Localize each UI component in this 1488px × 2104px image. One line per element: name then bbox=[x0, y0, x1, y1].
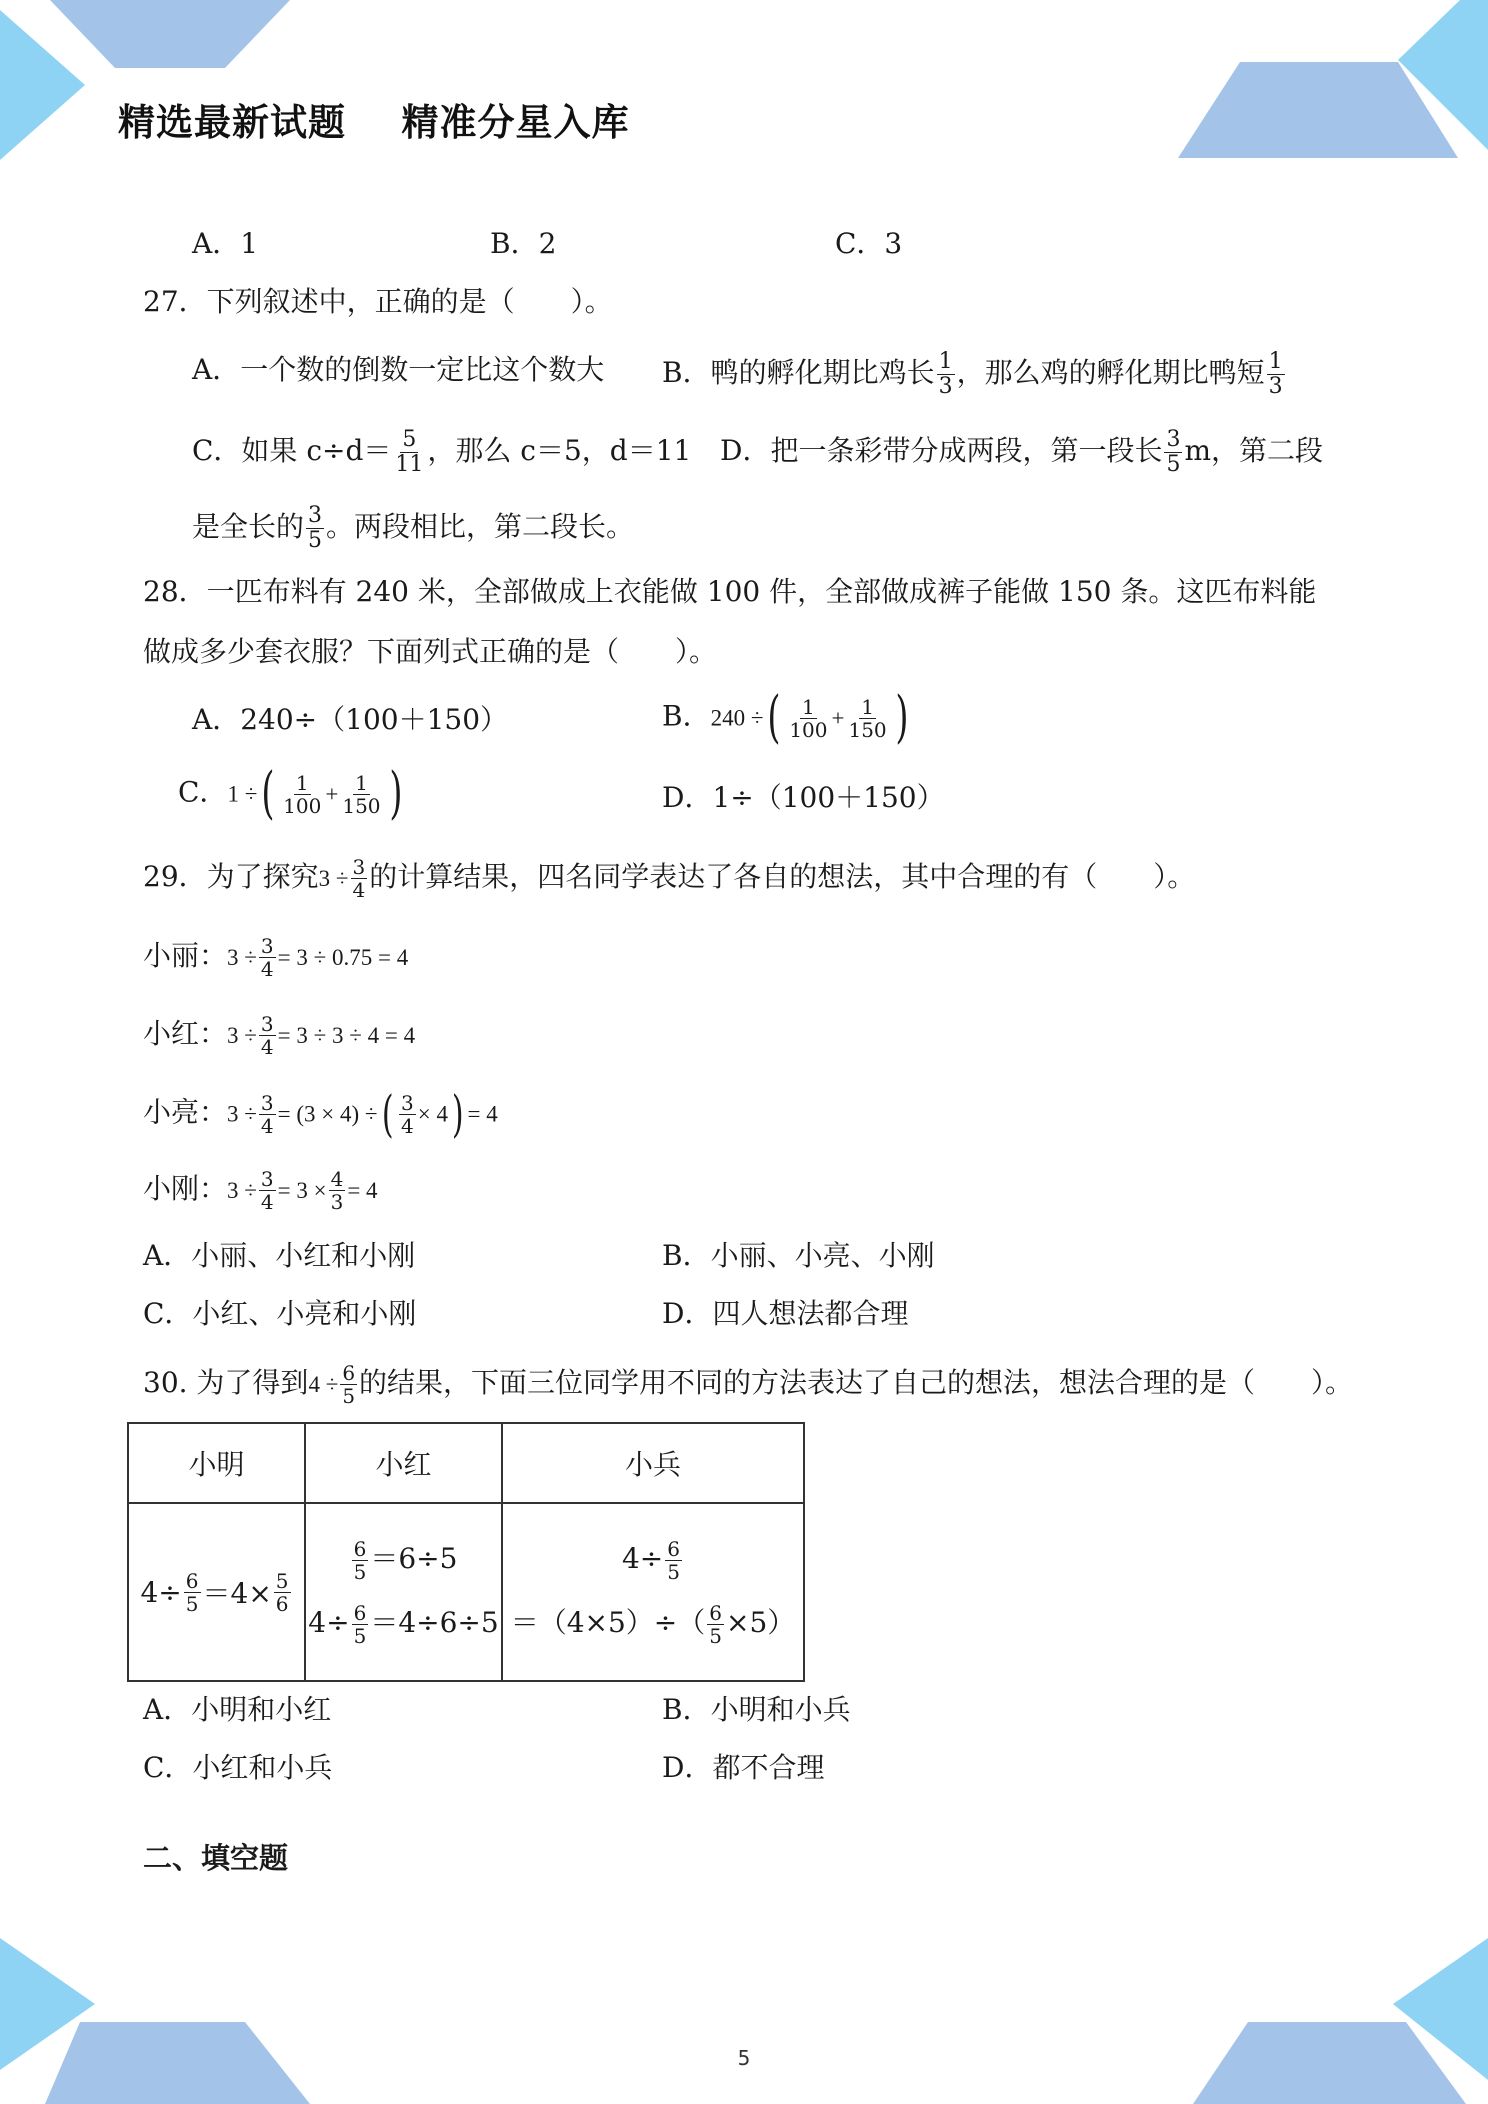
q27-option-a: A．一个数的倒数一定比这个数大 bbox=[192, 353, 605, 386]
fraction-six-fifths: $\frac{6}{5}$ bbox=[185, 1568, 199, 1616]
q28-stem-line1: 28．一匹布料有 240 米，全部做成上衣能做 100 件，全部做成裤子能做 150 条。这匹布料能 bbox=[143, 575, 1317, 608]
page-number: 5 bbox=[737, 2046, 751, 2070]
table-header-xiaohong: 小红 bbox=[305, 1423, 502, 1503]
q29-stem: 29．为了探究3 ÷ $\frac{3}{4}$ 的计算结果，四名同学表达了各自的想法，其中合理的有（ ）。 bbox=[143, 855, 1196, 902]
q30-option-d: D．都不合理 bbox=[662, 1751, 825, 1784]
fraction-six-fifths: $\frac{6}{5}$ bbox=[342, 1361, 356, 1408]
table-cell-xiaohong: $\frac{6}{5}$ ＝6÷5 4÷ $\frac{6}{5}$ ＝4÷6÷5 bbox=[305, 1503, 502, 1681]
fraction-six-fifths: $\frac{6}{5}$ bbox=[353, 1537, 367, 1584]
top-right-decoration bbox=[1170, 0, 1488, 165]
q30-option-b: B．小明和小兵 bbox=[662, 1693, 851, 1726]
table-header-xiaoming: 小明 bbox=[128, 1423, 305, 1503]
q29-xiaoliang: 小亮：3 ÷ $\frac{3}{4}$ = (3 × 4) ÷( $\frac{3}{4}$ × 4) = 4 bbox=[143, 1085, 498, 1143]
fraction-one-third: $\frac{1}{3}$ bbox=[1268, 349, 1283, 399]
q26-option-c: C．3 bbox=[835, 227, 903, 260]
table-cell-xiaoming: 4÷ $\frac{6}{5}$ ＝4× $\frac{5}{6}$ bbox=[128, 1503, 305, 1681]
fraction-three-fifths: $\frac{3}{5}$ bbox=[1166, 427, 1181, 477]
fraction-three-quarters: $\frac{3}{4}$ bbox=[401, 1090, 414, 1138]
fraction-three-quarters: $\frac{3}{4}$ bbox=[260, 1167, 274, 1214]
fraction-six-fifths: $\frac{6}{5}$ bbox=[667, 1536, 680, 1584]
fraction-four-thirds: $\frac{4}{3}$ bbox=[330, 1167, 344, 1214]
fraction-one-one-fiftieth: $\frac{1}{150}$ bbox=[848, 694, 887, 742]
q30-option-c: C．小红和小兵 bbox=[143, 1751, 333, 1784]
fraction-six-fifths: $\frac{6}{5}$ bbox=[353, 1601, 367, 1648]
fraction-three-quarters: $\frac{3}{4}$ bbox=[260, 934, 274, 981]
fraction-one-one-fiftieth: $\frac{1}{150}$ bbox=[342, 770, 381, 818]
fraction-one-hundredth: $\frac{1}{100}$ bbox=[789, 694, 828, 742]
q27-option-b-text: B．鸭的孵化期比鸡长 bbox=[662, 356, 935, 389]
q26-option-a: A．1 bbox=[192, 227, 259, 260]
header-title: 精选最新试题 精准分星入库 bbox=[118, 101, 630, 144]
q29-xiaoli: 小丽：3 ÷ $\frac{3}{4}$ = 3 ÷ 0.75 = 4 bbox=[143, 934, 409, 981]
q28-option-a: A．240÷（100＋150） bbox=[192, 703, 509, 736]
q27-option-d-continued: 是全长的 $\frac{3}{5}$ 。两段相比，第二段长。 bbox=[192, 503, 635, 553]
section-title-fill-in-blank: 二、填空题 bbox=[143, 1841, 289, 1875]
q27-option-b bbox=[662, 350, 1287, 399]
bottom-left-decoration bbox=[0, 1930, 340, 2104]
q28-option-b: B．240 ÷( $\frac{1}{100}$ + $\frac{1}{150}$ ) bbox=[662, 685, 909, 750]
q29-option-c: C．小红、小亮和小刚 bbox=[143, 1297, 417, 1330]
q30-option-a: A．小明和小红 bbox=[143, 1693, 332, 1726]
q26-option-b: B．2 bbox=[490, 227, 557, 260]
table-cell-xiaobing: 4÷ $\frac{6}{5}$ ＝（4×5）÷（ $\frac{6}{5}$ ×5） bbox=[502, 1503, 804, 1681]
q30-stem: 30. 为了得到4 ÷ $\frac{6}{5}$ 的结果，下面三位同学用不同的方法表达了自己的想法，想法合理的是（ ）。 bbox=[143, 1361, 1354, 1408]
fraction-five-sixths: $\frac{5}{6}$ bbox=[275, 1568, 289, 1616]
q27-option-c: C．如果 c÷d＝ $\frac{5}{11}$ ，那么 c＝5，d＝11 bbox=[192, 427, 692, 477]
fraction-five-elevenths: $\frac{5}{11}$ bbox=[395, 427, 424, 477]
q27-option-d: D．把一条彩带分成两段，第一段长 $\frac{3}{5}$ m，第二段 bbox=[720, 427, 1324, 477]
fraction-three-fifths: $\frac{3}{5}$ bbox=[308, 503, 323, 553]
fraction-one-hundredth: $\frac{1}{100}$ bbox=[283, 770, 322, 818]
fraction-three-quarters: $\frac{3}{4}$ bbox=[352, 855, 366, 902]
fraction-three-quarters: $\frac{3}{4}$ bbox=[260, 1090, 274, 1138]
q29-option-b: B．小丽、小亮、小刚 bbox=[662, 1239, 935, 1272]
q27-stem: 27．下列叙述中，正确的是（ ）。 bbox=[143, 285, 613, 318]
fraction-one-third: $\frac{1}{3}$ bbox=[938, 349, 953, 399]
q30-methods-table bbox=[127, 1422, 805, 1682]
bottom-right-decoration bbox=[1148, 1930, 1488, 2104]
q29-xiaogang: 小刚：3 ÷ $\frac{3}{4}$ = 3 × $\frac{4}{3}$ = 4 bbox=[143, 1167, 378, 1214]
q27-option-b-text-2: ，那么鸡的孵化期比鸭短 bbox=[956, 356, 1265, 389]
q28-option-d: D．1÷（100＋150） bbox=[662, 781, 945, 814]
fraction-three-quarters: $\frac{3}{4}$ bbox=[260, 1012, 274, 1059]
fraction-six-fifths: $\frac{6}{5}$ bbox=[709, 1600, 722, 1648]
q29-xiaohong: 小红：3 ÷ $\frac{3}{4}$ = 3 ÷ 3 ÷ 4 = 4 bbox=[143, 1012, 416, 1059]
q28-stem-line2: 做成多少套衣服？下面列式正确的是（ ）。 bbox=[143, 635, 718, 668]
table-header-xiaobing: 小兵 bbox=[502, 1423, 804, 1503]
q29-option-a: A．小丽、小红和小刚 bbox=[143, 1239, 416, 1272]
q28-option-c: C．1 ÷( $\frac{1}{100}$ + $\frac{1}{150}$ ) bbox=[178, 761, 403, 826]
q29-option-d: D．四人想法都合理 bbox=[662, 1297, 909, 1330]
